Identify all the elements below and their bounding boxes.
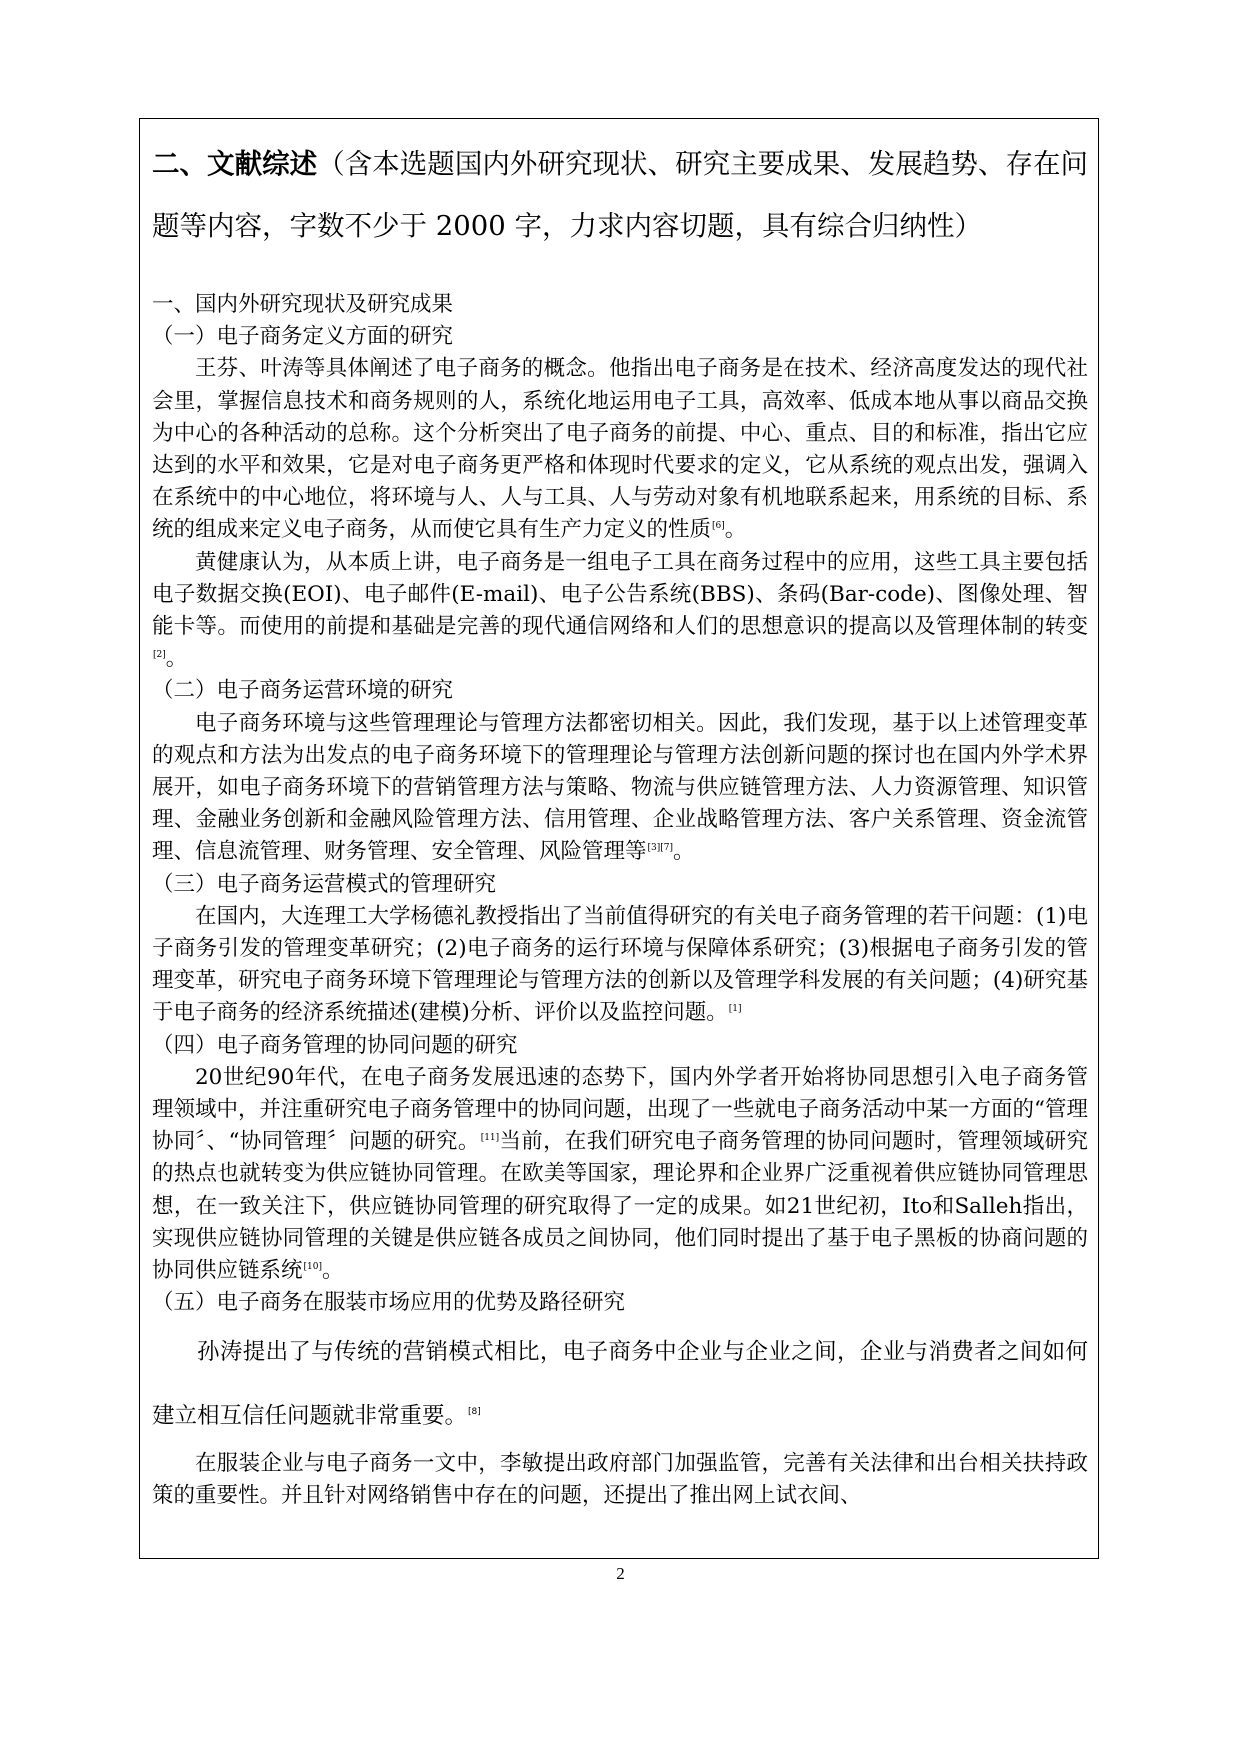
citation: [6]	[712, 521, 725, 532]
paragraph-end: 。	[322, 1258, 344, 1284]
section-heading	[152, 133, 1088, 257]
citation: [2]	[153, 650, 166, 661]
paragraph	[152, 708, 1088, 869]
paragraph-text: 当前，在我们研究电子商务管理的协同问题时，管理领域研究的热点也就转变为供应链协同管理。在欧美等国家，理论界和企业界广泛重视着供应链协同管理思想，在一致关注下，供应链协同管理的研究取得了一定的成果。如21世纪初，Ito和Salleh指出，实现供应链协同管理的关键是供应链各成员之间协同，他们同时提出了基于电子黑板的协商问题的协同供应链系统	[152, 1129, 1088, 1284]
paragraph-text: 20世纪90年代，在电子商务发展迅速的态势下，国内外学者开始将协同思想引入电子商务管理领域中，并注重研究电子商务管理中的协同问题，出现了一些就电子商务活动中某一方面的“管理协同〞、“协同管理〞问题的研究。	[152, 1064, 1088, 1155]
emphasis-paragraph	[152, 1320, 1088, 1448]
paragraph	[152, 353, 1088, 546]
citation: [1]	[728, 1004, 742, 1015]
heading-title: 二、文献综述	[152, 148, 318, 180]
heading-instructions: （含本选题国内外研究现状、研究主要成果、发展趋势、存在问题等内容，字数不少于 2000 字，力求内容切题，具有综合归纳性）	[152, 148, 1089, 242]
subsection-title-5: （五）电子商务在服装市场应用的优势及路径研究	[152, 1290, 626, 1316]
citation: [8]	[468, 1407, 481, 1417]
emphasis-text: 传统的营销模式相比，电子商务中企业与企业之间，企业与消费者之间如何建立相互信任问题就非常重要	[152, 1338, 1088, 1429]
citation: [3][7]	[647, 843, 674, 854]
heading-area	[152, 133, 1088, 257]
paragraph-end: 。	[673, 839, 695, 865]
paragraph-end: 。	[165, 646, 188, 672]
citation: [10]	[303, 1261, 322, 1272]
paragraph-text: 黄健康认为，从本质上讲，电子商务是一组电子工具在商务过程中的应用，这些工具主要包括电子数据交换(EOI)、电子邮件(E-mail)、电子公告系统(BBS)、条码(Bar-code)、图像处理、智能卡等。而使用的前提和基础是完善的现代通信网络和人们的思想意识的提高以及管理体制的转变	[152, 549, 1088, 640]
subsection-title-1: （一）电子商务定义方面的研究	[152, 324, 454, 350]
paragraph: 在服装企业与电子商务一文中，李敏提出政府部门加强监管，完善有关法律和出台相关扶持政策的重要性。并且针对网络销售中存在的问题，还提出了推出网上试衣间、	[152, 1450, 1088, 1508]
paragraph-end: 。	[724, 517, 747, 543]
subsection-title-2: （二）电子商务运营环境的研究	[152, 678, 454, 704]
subsection-title-4: （四）电子商务管理的协同问题的研究	[152, 1032, 518, 1058]
document-body	[152, 289, 1088, 1512]
paragraph	[152, 547, 1088, 676]
section-title: 一、国内外研究现状及研究成果	[152, 292, 454, 317]
paragraph	[152, 901, 1088, 1030]
form-frame	[139, 118, 1099, 1559]
subsection-title-3: （三）电子商务运营模式的管理研究	[152, 871, 497, 897]
paragraph-text: 孙涛提出了与	[197, 1338, 335, 1365]
paragraph-text: 在国内，大连理工大学杨德礼教授指出了当前值得研究的有关电子商务管理的若干问题：(1)电子商务引发的管理变革研究；(2)电子商务的运行环境与保障体系研究；(3)根据电子商务引发的管理变革，研究电子商务环境下管理理论与管理方法的创新以及管理学科发展的有关问题；(4)研究基于电子商务的经济系统描述(建模)分析、评价以及监控问题。	[152, 903, 1088, 1026]
paragraph-text: 电子商务环境与这些管理理论与管理方法都密切相关。因此，我们发现，基于以上述管理变革的观点和方法为出发点的电子商务环境下的管理理论与管理方法创新问题的探讨也在国内外学术界展开，如电子商务环境下的营销管理方法与策略、物流与供应链管理方法、人力资源管理、知识管理、金融业务创新和金融风险管理方法、信用管理、企业战略管理方法、客户关系管理、资金流管理、信息流管理、财务管理、安全管理、风险管理等	[152, 710, 1088, 865]
page-number: 2	[616, 1564, 625, 1583]
paragraph-text: 王芬、叶涛等具体阐述了电子商务的概念。他指出电子商务是在技术、经济高度发达的现代社会里，掌握信息技术和商务规则的人，系统化地运用电子工具，高效率、低成本地从事以商品交换为中心的各种活动的总称。这个分析突出了电子商务的前提、中心、重点、目的和标准，指出它应达到的水平和效果，它是对电子商务更严格和体现时代要求的定义，它从系统的观点出发，强调入在系统中的中心地位，将环境与人、人与工具、人与劳动对象有机地联系起来，用系统的目标、系统的组成来定义电子商务，从而使它具有生产力定义的性质	[152, 356, 1088, 543]
citation: [11]	[480, 1133, 500, 1144]
paragraph-end: 。	[444, 1402, 468, 1429]
paragraph	[152, 1062, 1088, 1287]
